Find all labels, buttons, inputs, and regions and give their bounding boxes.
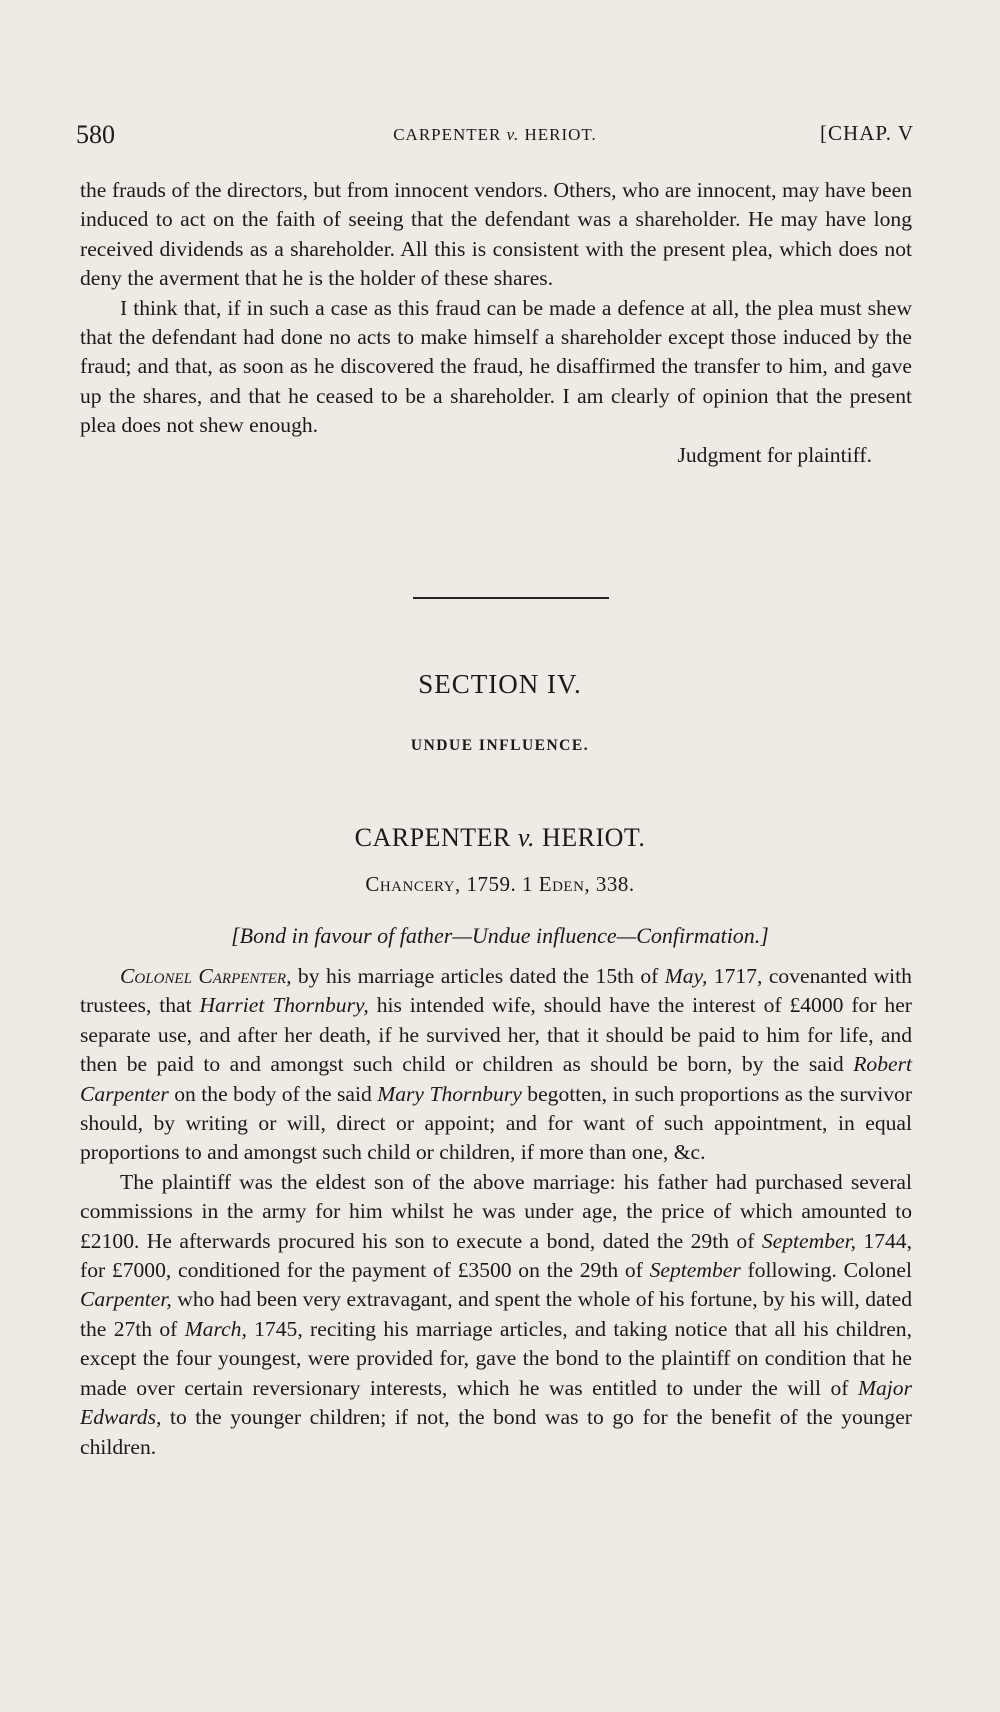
opinion-paragraph: I think that, if in such a case as this fraud can be made a defence at all, the plea must shew that the defendant had done no acts to make himself a shareholder except those induced by the fraud; and that, as soon as he discovered the fraud, he disaffirmed the transfer to him, and gave up the shares, and that he ceased to be a shareholder. I am clearly of opinion that the present plea does not shew enough. <box>80 295 912 438</box>
case-text-block <box>80 962 912 1462</box>
case-title <box>0 823 1000 853</box>
court-name: Chancery, <box>365 872 461 896</box>
running-title-defendant: HERIOT. <box>524 125 597 144</box>
judgment-line: Judgment for plaintiff. <box>677 442 872 467</box>
report-page: 338. <box>595 872 635 896</box>
case-plaintiff: CARPENTER <box>354 823 511 852</box>
section-divider <box>413 597 609 599</box>
case-headnote: [Bond in favour of father—Undue influence—Confirmation.] <box>231 923 769 948</box>
running-title-plaintiff: CARPENTER <box>393 125 502 144</box>
section-title: SECTION IV. <box>418 669 582 699</box>
case-paragraph-2: The plaintiff was the eldest son of the above marriage: his father had purchased several commissions in the army for him whilst he was under age, the price of which amounted to £2100. He afterwards procured his son to execute a bond, dated the 29th of September, 1744, for £7000, conditioned for the payment of £3500 on the 29th of September following. Colonel Carpenter, who had been very extravagant, and spent the whole of his fortune, by his will, dated the 27th of March, 1745, reciting his marriage articles, and taking notice that all his children, except the four youngest, were provided for, gave the bond to the plaintiff on condition that he made over certain reversionary interests, which he was entitled to under the will of Major Edwards, to the younger children; if not, the bond was to go for the benefit of the younger children. <box>80 1169 913 1459</box>
case-paragraph-1: Colonel Carpenter, by his marriage articles dated the 15th of May, 1717, covenanted with trustees, that Harriet Thornbury, his intended wife, should have the interest of £4000 for her separate use, and after her death, if he survived her, that it should be paid to him for life, and then be paid to and amongst such child or children as should be born, by the said Robert Carpenter on the body of the said Mary Thornbury begotten, in such proportions as the survivor should, by writing or will, direct or appoint; and for want of such appointment, in equal proportions to and amongst such child or children, if more than one, &c. <box>80 964 913 1165</box>
case-versus: v. <box>517 823 535 852</box>
page-number: 580 <box>76 120 115 149</box>
top-text-block <box>80 176 912 470</box>
running-title-versus: v. <box>506 125 520 144</box>
report-volume: 1 <box>522 872 534 896</box>
case-citation <box>0 872 1000 897</box>
reporter-name: Eden, <box>538 872 591 896</box>
section-subtitle: UNDUE INFLUENCE. <box>410 737 590 754</box>
running-title <box>76 125 914 145</box>
case-defendant: HERIOT. <box>541 823 646 852</box>
case-year: 1759. <box>466 872 517 896</box>
continuation-paragraph: the frauds of the directors, but from innocent vendors. Others, who are innocent, may have been induced to act on the faith of seeing that the defendant was a shareholder. He may have long received dividends as a shareholder. All this is consistent with the present plea, which does not deny the averment that he is the holder of these shares. <box>80 178 912 291</box>
chapter-marker: [CHAP. V <box>820 121 914 145</box>
page-header <box>76 120 914 160</box>
